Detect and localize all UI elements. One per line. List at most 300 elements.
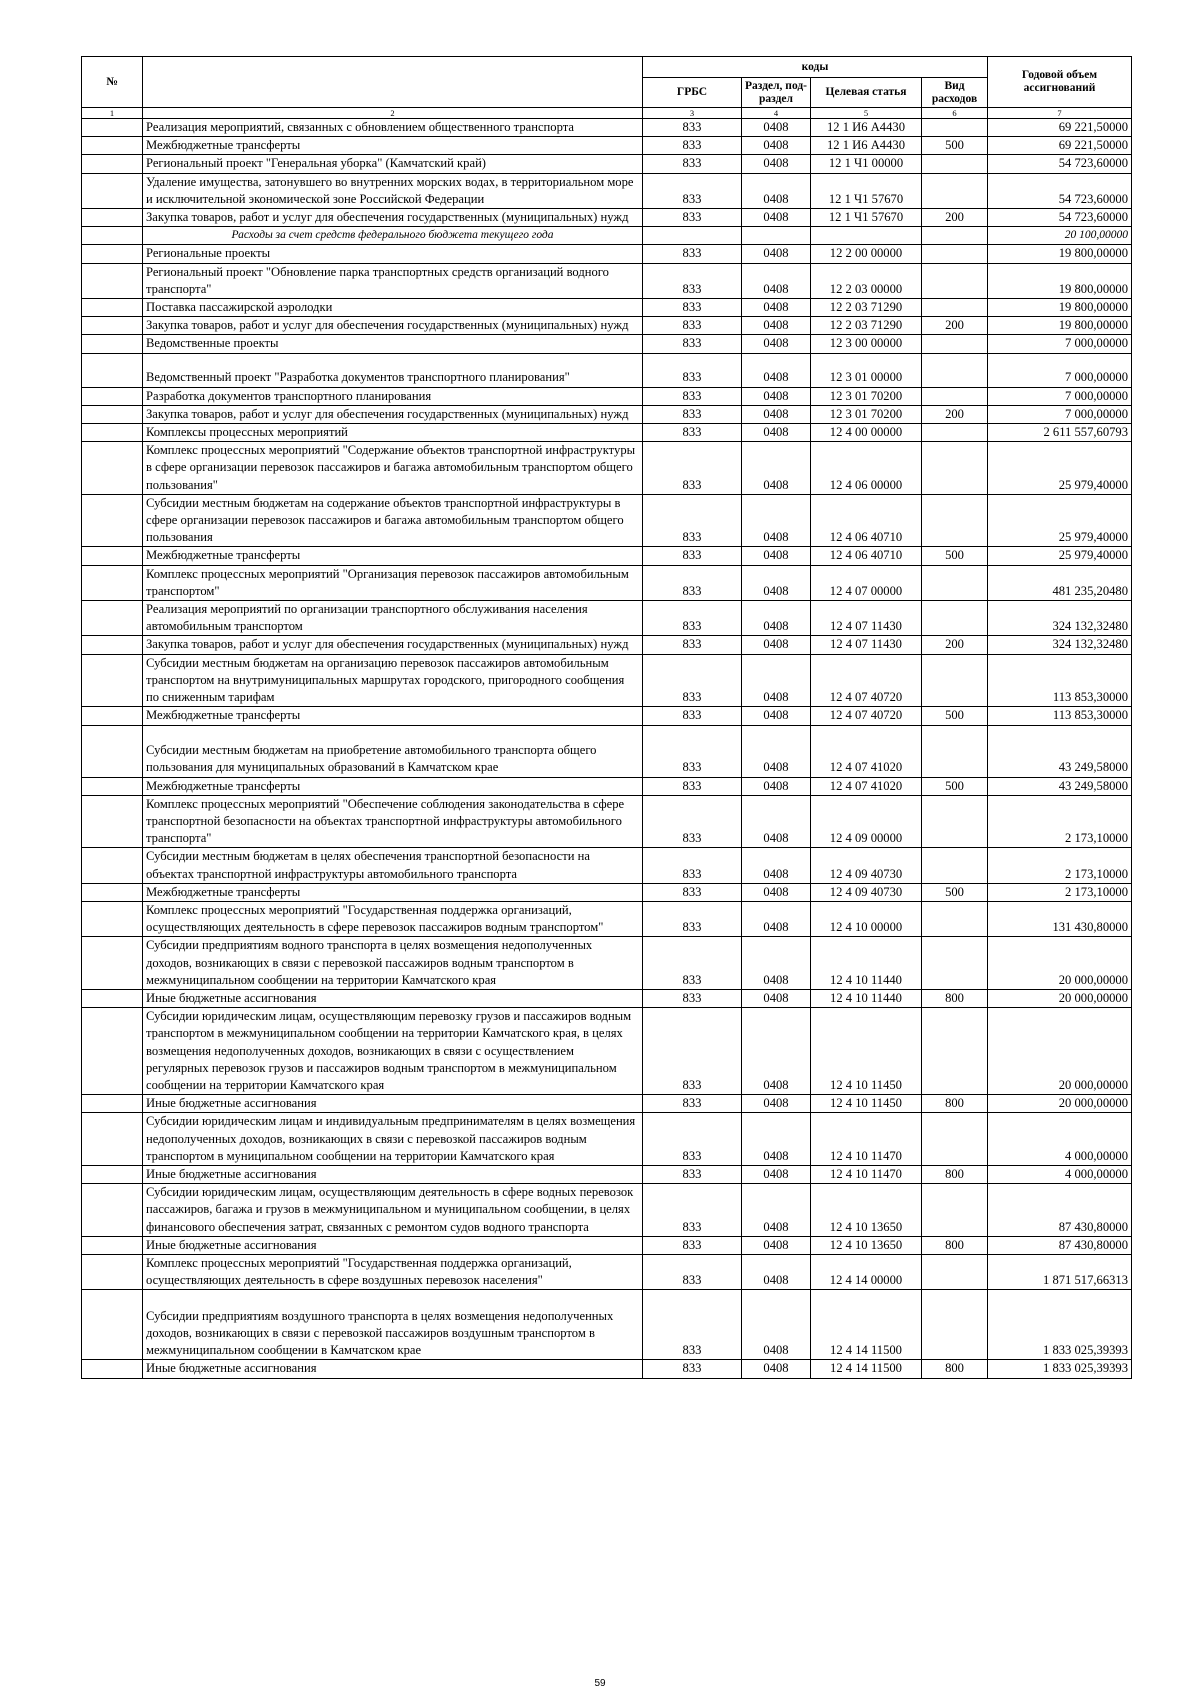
table-row — [82, 299, 1132, 317]
row-name-cell: Межбюджетные трансферты — [143, 883, 643, 901]
row-section-cell: 0408 — [742, 1008, 811, 1095]
row-expense-type-cell — [922, 424, 988, 442]
row-grbs-cell: 833 — [643, 317, 742, 335]
row-amount-cell: 20 000,00000 — [988, 1008, 1132, 1095]
row-grbs-cell: 833 — [643, 848, 742, 883]
row-section-cell: 0408 — [742, 1165, 811, 1183]
row-amount-cell: 2 173,10000 — [988, 795, 1132, 848]
row-target-item-cell: 12 4 06 00000 — [811, 442, 922, 495]
row-name-cell: Иные бюджетные ассигнования — [143, 1095, 643, 1113]
row-name-cell: Реализация мероприятий по организации транспортного обслуживания населения автомобильным транспортом — [143, 601, 643, 636]
table-row — [82, 353, 1132, 387]
row-number-cell — [82, 209, 143, 227]
row-section-cell: 0408 — [742, 725, 811, 777]
row-grbs-cell: 833 — [643, 547, 742, 565]
row-amount-cell: 7 000,00000 — [988, 387, 1132, 405]
row-target-item-cell: 12 4 06 40710 — [811, 494, 922, 547]
row-number-cell — [82, 335, 143, 353]
row-target-item-cell — [811, 227, 922, 245]
row-section-cell: 0408 — [742, 137, 811, 155]
row-name-cell: Иные бюджетные ассигнования — [143, 1165, 643, 1183]
header-target-item: Целевая статья — [811, 78, 922, 108]
row-section-cell: 0408 — [742, 1095, 811, 1113]
row-name-cell: Закупка товаров, работ и услуг для обеспечения государственных (муниципальных) нужд — [143, 636, 643, 654]
table-row — [82, 1360, 1132, 1378]
row-amount-cell: 54 723,60000 — [988, 155, 1132, 173]
table-row — [82, 937, 1132, 990]
row-target-item-cell: 12 3 01 70200 — [811, 405, 922, 423]
row-name-cell: Закупка товаров, работ и услуг для обеспечения государственных (муниципальных) нужд — [143, 317, 643, 335]
row-section-cell: 0408 — [742, 1236, 811, 1254]
row-expense-type-cell — [922, 654, 988, 707]
row-grbs-cell: 833 — [643, 636, 742, 654]
header-no: № — [82, 57, 143, 108]
row-number-cell — [82, 442, 143, 495]
row-grbs-cell: 833 — [643, 442, 742, 495]
row-name-cell: Субсидии местным бюджетам на приобретение автомобильного транспорта общего пользования для муниципальных образований в Камчатском крае — [143, 725, 643, 777]
row-target-item-cell: 12 4 14 00000 — [811, 1254, 922, 1289]
row-grbs-cell: 833 — [643, 1184, 742, 1237]
row-section-cell: 0408 — [742, 848, 811, 883]
row-grbs-cell: 833 — [643, 937, 742, 990]
row-name-cell: Комплекс процессных мероприятий "Организация перевозок пассажиров автомобильным транспортом" — [143, 565, 643, 600]
table-row — [82, 654, 1132, 707]
row-amount-cell: 25 979,40000 — [988, 494, 1132, 547]
row-grbs-cell: 833 — [643, 137, 742, 155]
row-amount-cell: 87 430,80000 — [988, 1184, 1132, 1237]
row-amount-cell: 19 800,00000 — [988, 317, 1132, 335]
row-expense-type-cell: 200 — [922, 209, 988, 227]
row-section-cell: 0408 — [742, 442, 811, 495]
row-target-item-cell: 12 4 09 40730 — [811, 883, 922, 901]
row-amount-cell: 54 723,60000 — [988, 209, 1132, 227]
row-amount-cell: 324 132,32480 — [988, 601, 1132, 636]
row-section-cell: 0408 — [742, 795, 811, 848]
table-row — [82, 883, 1132, 901]
row-name-cell: Комплекс процессных мероприятий "Государственная поддержка организаций, осуществляющих деятельность в сфере перевозок пассажиров водным транспортом" — [143, 901, 643, 936]
row-amount-cell: 113 853,30000 — [988, 707, 1132, 725]
row-number-cell — [82, 1184, 143, 1237]
row-target-item-cell: 12 4 10 11470 — [811, 1165, 922, 1183]
row-grbs-cell: 833 — [643, 1254, 742, 1289]
row-number-cell — [82, 1236, 143, 1254]
row-number-cell — [82, 387, 143, 405]
row-amount-cell: 7 000,00000 — [988, 353, 1132, 387]
row-expense-type-cell — [922, 227, 988, 245]
row-amount-cell: 25 979,40000 — [988, 442, 1132, 495]
row-expense-type-cell — [922, 173, 988, 208]
row-amount-cell: 7 000,00000 — [988, 335, 1132, 353]
row-name-cell: Комплекс процессных мероприятий "Содержание объектов транспортной инфраструктуры в сфере организации перевозок пассажиров и багажа автомобильным транспортом общего пользования" — [143, 442, 643, 495]
row-number-cell — [82, 937, 143, 990]
row-section-cell: 0408 — [742, 299, 811, 317]
row-target-item-cell: 12 2 03 00000 — [811, 263, 922, 298]
row-name-cell: Региональный проект "Обновление парка транспортных средств организаций водного транспорта" — [143, 263, 643, 298]
row-target-item-cell: 12 2 03 71290 — [811, 299, 922, 317]
row-section-cell: 0408 — [742, 1290, 811, 1360]
row-section-cell: 0408 — [742, 901, 811, 936]
row-amount-cell: 69 221,50000 — [988, 119, 1132, 137]
row-grbs-cell: 833 — [643, 405, 742, 423]
row-grbs-cell: 833 — [643, 707, 742, 725]
row-expense-type-cell — [922, 387, 988, 405]
row-target-item-cell: 12 3 01 70200 — [811, 387, 922, 405]
col-number: 4 — [742, 108, 811, 119]
row-grbs-cell: 833 — [643, 263, 742, 298]
table-row — [82, 1236, 1132, 1254]
row-section-cell: 0408 — [742, 387, 811, 405]
row-target-item-cell: 12 3 01 00000 — [811, 353, 922, 387]
row-number-cell — [82, 901, 143, 936]
col-number: 3 — [643, 108, 742, 119]
row-grbs-cell: 833 — [643, 1360, 742, 1378]
row-target-item-cell: 12 4 07 00000 — [811, 565, 922, 600]
table-row — [82, 335, 1132, 353]
row-section-cell: 0408 — [742, 1113, 811, 1166]
table-row — [82, 1254, 1132, 1289]
row-number-cell — [82, 227, 143, 245]
row-section-cell: 0408 — [742, 209, 811, 227]
table-row — [82, 547, 1132, 565]
row-amount-cell: 7 000,00000 — [988, 405, 1132, 423]
row-amount-cell: 20 000,00000 — [988, 989, 1132, 1007]
row-section-cell: 0408 — [742, 405, 811, 423]
row-number-cell — [82, 601, 143, 636]
col-number: 5 — [811, 108, 922, 119]
row-grbs-cell: 833 — [643, 901, 742, 936]
row-section-cell: 0408 — [742, 547, 811, 565]
header-grbs: ГРБС — [643, 78, 742, 108]
row-expense-type-cell: 200 — [922, 405, 988, 423]
row-target-item-cell: 12 2 00 00000 — [811, 245, 922, 263]
row-target-item-cell: 12 4 10 13650 — [811, 1184, 922, 1237]
row-name-cell: Субсидии юридическим лицам и индивидуальным предпринимателям в целях возмещения недополученных доходов, возникающих в связи с перевозкой пассажиров водным транспортом в муниципальном сообщении на территории Камчатского края — [143, 1113, 643, 1166]
row-grbs-cell: 833 — [643, 245, 742, 263]
row-amount-cell: 4 000,00000 — [988, 1113, 1132, 1166]
row-number-cell — [82, 725, 143, 777]
row-expense-type-cell: 200 — [922, 636, 988, 654]
row-grbs-cell: 833 — [643, 119, 742, 137]
row-amount-cell: 113 853,30000 — [988, 654, 1132, 707]
row-section-cell: 0408 — [742, 119, 811, 137]
header-section: Раздел, под-раздел — [742, 78, 811, 108]
row-target-item-cell: 12 2 03 71290 — [811, 317, 922, 335]
row-amount-cell: 43 249,58000 — [988, 777, 1132, 795]
row-target-item-cell: 12 4 10 11440 — [811, 989, 922, 1007]
table-row — [82, 494, 1132, 547]
row-expense-type-cell — [922, 245, 988, 263]
row-number-cell — [82, 777, 143, 795]
row-expense-type-cell: 800 — [922, 1165, 988, 1183]
row-expense-type-cell — [922, 1008, 988, 1095]
table-body — [82, 119, 1132, 1379]
table-row — [82, 155, 1132, 173]
row-expense-type-cell — [922, 335, 988, 353]
row-expense-type-cell — [922, 848, 988, 883]
row-number-cell — [82, 424, 143, 442]
table-row — [82, 263, 1132, 298]
row-expense-type-cell — [922, 795, 988, 848]
row-number-cell — [82, 317, 143, 335]
row-section-cell: 0408 — [742, 353, 811, 387]
row-number-cell — [82, 707, 143, 725]
row-amount-cell: 1 871 517,66313 — [988, 1254, 1132, 1289]
row-amount-cell: 481 235,20480 — [988, 565, 1132, 600]
table-row — [82, 1184, 1132, 1237]
table-row — [82, 424, 1132, 442]
table-row — [82, 636, 1132, 654]
row-grbs-cell: 833 — [643, 565, 742, 600]
row-expense-type-cell — [922, 494, 988, 547]
row-section-cell: 0408 — [742, 263, 811, 298]
row-name-cell: Субсидии предприятиям водного транспорта в целях возмещения недополученных доходов, возникающих в связи с перевозкой пассажиров водным транспортом в межмуниципальном сообщении на территории Камчатского края — [143, 937, 643, 990]
budget-table — [81, 56, 1132, 1379]
row-expense-type-cell: 500 — [922, 777, 988, 795]
row-amount-cell: 43 249,58000 — [988, 725, 1132, 777]
row-target-item-cell: 12 4 10 11470 — [811, 1113, 922, 1166]
table-row — [82, 989, 1132, 1007]
row-section-cell: 0408 — [742, 601, 811, 636]
table-row — [82, 405, 1132, 423]
budget-table-sheet — [81, 56, 1131, 1379]
col-number: 1 — [82, 108, 143, 119]
row-expense-type-cell — [922, 725, 988, 777]
row-amount-cell: 2 173,10000 — [988, 848, 1132, 883]
row-target-item-cell: 12 3 00 00000 — [811, 335, 922, 353]
row-number-cell — [82, 119, 143, 137]
row-target-item-cell: 12 4 10 11450 — [811, 1008, 922, 1095]
row-expense-type-cell — [922, 263, 988, 298]
row-number-cell — [82, 1290, 143, 1360]
row-section-cell — [742, 227, 811, 245]
row-name-cell: Ведомственные проекты — [143, 335, 643, 353]
col-number: 2 — [143, 108, 643, 119]
row-expense-type-cell: 800 — [922, 1360, 988, 1378]
row-target-item-cell: 12 4 09 00000 — [811, 795, 922, 848]
table-row — [82, 848, 1132, 883]
row-section-cell: 0408 — [742, 883, 811, 901]
row-expense-type-cell: 500 — [922, 883, 988, 901]
row-grbs-cell: 833 — [643, 494, 742, 547]
row-grbs-cell: 833 — [643, 335, 742, 353]
row-target-item-cell: 12 1 И6 А4430 — [811, 119, 922, 137]
row-name-cell: Субсидии местным бюджетам в целях обеспечения транспортной безопасности на объектах транспортной инфраструктуры автомобильного транспорта — [143, 848, 643, 883]
row-section-cell: 0408 — [742, 565, 811, 600]
row-number-cell — [82, 565, 143, 600]
table-row — [82, 137, 1132, 155]
row-grbs-cell: 833 — [643, 1113, 742, 1166]
row-section-cell: 0408 — [742, 1254, 811, 1289]
row-amount-cell: 19 800,00000 — [988, 299, 1132, 317]
row-name-cell: Ведомственный проект "Разработка документов транспортного планирования" — [143, 353, 643, 387]
row-amount-cell: 2 611 557,60793 — [988, 424, 1132, 442]
row-name-cell: Межбюджетные трансферты — [143, 777, 643, 795]
row-expense-type-cell — [922, 442, 988, 495]
row-amount-cell: 19 800,00000 — [988, 245, 1132, 263]
row-section-cell: 0408 — [742, 173, 811, 208]
row-amount-cell: 20 100,00000 — [988, 227, 1132, 245]
table-row — [82, 209, 1132, 227]
table-row — [82, 1290, 1132, 1360]
row-amount-cell: 1 833 025,39393 — [988, 1290, 1132, 1360]
row-grbs-cell: 833 — [643, 1095, 742, 1113]
row-section-cell: 0408 — [742, 937, 811, 990]
table-row — [82, 565, 1132, 600]
row-target-item-cell: 12 4 07 41020 — [811, 725, 922, 777]
row-grbs-cell: 833 — [643, 1165, 742, 1183]
row-expense-type-cell: 500 — [922, 707, 988, 725]
row-number-cell — [82, 1360, 143, 1378]
row-grbs-cell: 833 — [643, 1236, 742, 1254]
row-section-cell: 0408 — [742, 777, 811, 795]
row-name-cell: Комплекс процессных мероприятий "Государственная поддержка организаций, осуществляющих деятельность в сфере воздушных перевозок населения" — [143, 1254, 643, 1289]
row-grbs-cell: 833 — [643, 725, 742, 777]
row-number-cell — [82, 848, 143, 883]
row-grbs-cell: 833 — [643, 353, 742, 387]
row-number-cell — [82, 353, 143, 387]
table-row — [82, 317, 1132, 335]
table-row — [82, 1165, 1132, 1183]
row-target-item-cell: 12 1 И6 А4430 — [811, 137, 922, 155]
row-section-cell: 0408 — [742, 989, 811, 1007]
row-target-item-cell: 12 4 10 00000 — [811, 901, 922, 936]
row-grbs-cell: 833 — [643, 424, 742, 442]
row-name-cell: Расходы за счет средств федерального бюджета текущего года — [143, 227, 643, 245]
page-number: 59 — [594, 1678, 606, 1689]
row-target-item-cell: 12 4 14 11500 — [811, 1290, 922, 1360]
row-grbs-cell: 833 — [643, 777, 742, 795]
row-number-cell — [82, 299, 143, 317]
row-name-cell: Межбюджетные трансферты — [143, 137, 643, 155]
row-name-cell: Реализация мероприятий, связанных с обновлением общественного транспорта — [143, 119, 643, 137]
row-grbs-cell — [643, 227, 742, 245]
row-section-cell: 0408 — [742, 155, 811, 173]
row-amount-cell: 4 000,00000 — [988, 1165, 1132, 1183]
row-grbs-cell: 833 — [643, 795, 742, 848]
row-expense-type-cell — [922, 1184, 988, 1237]
row-number-cell — [82, 263, 143, 298]
row-name-cell: Закупка товаров, работ и услуг для обеспечения государственных (муниципальных) нужд — [143, 405, 643, 423]
row-target-item-cell: 12 1 Ч1 00000 — [811, 155, 922, 173]
row-expense-type-cell — [922, 119, 988, 137]
table-row — [82, 1095, 1132, 1113]
row-name-cell: Субсидии юридическим лицам, осуществляющим перевозку грузов и пассажиров водным транспортом в межмуниципальном сообщении на территории Камчатского края, в целях возмещения недополученных доходов, возникающих в связи с осуществлением регулярных перевозок грузов и пассажиров водным транспортом в межмуниципальном сообщении на территории Камчатского края — [143, 1008, 643, 1095]
row-grbs-cell: 833 — [643, 883, 742, 901]
row-name-cell: Разработка документов транспортного планирования — [143, 387, 643, 405]
row-expense-type-cell: 200 — [922, 317, 988, 335]
row-expense-type-cell — [922, 155, 988, 173]
row-amount-cell: 69 221,50000 — [988, 137, 1132, 155]
row-name-cell: Субсидии предприятиям воздушного транспорта в целях возмещения недополученных доходов, возникающих в связи с перевозкой пассажиров воздушным транспортом в межмуниципальном сообщении в Камчатском крае — [143, 1290, 643, 1360]
row-number-cell — [82, 989, 143, 1007]
table-row — [82, 777, 1132, 795]
column-number-row — [82, 108, 1132, 119]
col-number: 6 — [922, 108, 988, 119]
row-name-cell: Закупка товаров, работ и услуг для обеспечения государственных (муниципальных) нужд — [143, 209, 643, 227]
row-name-cell: Иные бюджетные ассигнования — [143, 1236, 643, 1254]
row-grbs-cell: 833 — [643, 173, 742, 208]
row-name-cell: Удаление имущества, затонувшего во внутренних морских водах, в территориальном море и исключительной экономической зоне Российской Федерации — [143, 173, 643, 208]
row-target-item-cell: 12 4 07 40720 — [811, 707, 922, 725]
table-row — [82, 901, 1132, 936]
table-row — [82, 725, 1132, 777]
row-number-cell — [82, 1095, 143, 1113]
row-expense-type-cell — [922, 565, 988, 600]
row-amount-cell: 19 800,00000 — [988, 263, 1132, 298]
row-target-item-cell: 12 4 14 11500 — [811, 1360, 922, 1378]
row-number-cell — [82, 173, 143, 208]
row-target-item-cell: 12 4 07 40720 — [811, 654, 922, 707]
row-target-item-cell: 12 4 00 00000 — [811, 424, 922, 442]
col-number: 7 — [988, 108, 1132, 119]
row-number-cell — [82, 405, 143, 423]
row-section-cell: 0408 — [742, 317, 811, 335]
row-amount-cell: 20 000,00000 — [988, 937, 1132, 990]
row-grbs-cell: 833 — [643, 989, 742, 1007]
row-expense-type-cell: 500 — [922, 547, 988, 565]
row-name-cell: Комплекс процессных мероприятий "Обеспечение соблюдения законодательства в сфере транспортной безопасности на объектах транспортной инфраструктуры автомобильного транспорта" — [143, 795, 643, 848]
row-target-item-cell: 12 1 Ч1 57670 — [811, 173, 922, 208]
header-expense-type: Вид расходов — [922, 78, 988, 108]
row-amount-cell: 25 979,40000 — [988, 547, 1132, 565]
row-amount-cell: 20 000,00000 — [988, 1095, 1132, 1113]
row-expense-type-cell: 800 — [922, 1095, 988, 1113]
row-section-cell: 0408 — [742, 654, 811, 707]
row-grbs-cell: 833 — [643, 299, 742, 317]
row-section-cell: 0408 — [742, 335, 811, 353]
row-section-cell: 0408 — [742, 494, 811, 547]
row-number-cell — [82, 1113, 143, 1166]
table-row — [82, 173, 1132, 208]
row-name-cell: Субсидии местным бюджетам на содержание объектов транспортной инфраструктуры в сфере организации перевозок пассажиров и багажа автомобильным транспортом общего пользования — [143, 494, 643, 547]
row-name-cell: Региональный проект "Генеральная уборка" (Камчатский край) — [143, 155, 643, 173]
row-number-cell — [82, 245, 143, 263]
row-number-cell — [82, 155, 143, 173]
row-section-cell: 0408 — [742, 707, 811, 725]
row-target-item-cell: 12 4 07 41020 — [811, 777, 922, 795]
header-codes: коды — [643, 57, 988, 78]
row-number-cell — [82, 654, 143, 707]
row-number-cell — [82, 1008, 143, 1095]
row-section-cell: 0408 — [742, 1184, 811, 1237]
row-expense-type-cell — [922, 901, 988, 936]
row-target-item-cell: 12 4 09 40730 — [811, 848, 922, 883]
row-number-cell — [82, 547, 143, 565]
row-name-cell: Поставка пассажирской аэролодки — [143, 299, 643, 317]
row-name-cell: Субсидии юридическим лицам, осуществляющим деятельность в сфере водных перевозок пассажиров, багажа и грузов в межмуниципальном и муниципальном сообщении, в целях финансового обеспечения затрат, связанных с ремонтом судов водного транспорта — [143, 1184, 643, 1237]
header-annual-volume: Годовой объем ассигнований — [988, 57, 1132, 108]
row-number-cell — [82, 1165, 143, 1183]
row-amount-cell: 87 430,80000 — [988, 1236, 1132, 1254]
row-amount-cell: 1 833 025,39393 — [988, 1360, 1132, 1378]
row-target-item-cell: 12 4 07 11430 — [811, 601, 922, 636]
row-amount-cell: 324 132,32480 — [988, 636, 1132, 654]
table-row — [82, 1008, 1132, 1095]
row-grbs-cell: 833 — [643, 1290, 742, 1360]
row-expense-type-cell — [922, 1113, 988, 1166]
row-expense-type-cell: 500 — [922, 137, 988, 155]
table-row — [82, 245, 1132, 263]
row-name-cell: Субсидии местным бюджетам на организацию перевозок пассажиров автомобильным транспортом на внутримуниципальных маршрутах городского, пригородного сообщения по сниженным тарифам — [143, 654, 643, 707]
row-name-cell: Межбюджетные трансферты — [143, 547, 643, 565]
row-grbs-cell: 833 — [643, 654, 742, 707]
table-row — [82, 119, 1132, 137]
table-row — [82, 227, 1132, 245]
row-section-cell: 0408 — [742, 1360, 811, 1378]
table-row — [82, 795, 1132, 848]
header-name — [143, 57, 643, 108]
row-name-cell: Иные бюджетные ассигнования — [143, 1360, 643, 1378]
